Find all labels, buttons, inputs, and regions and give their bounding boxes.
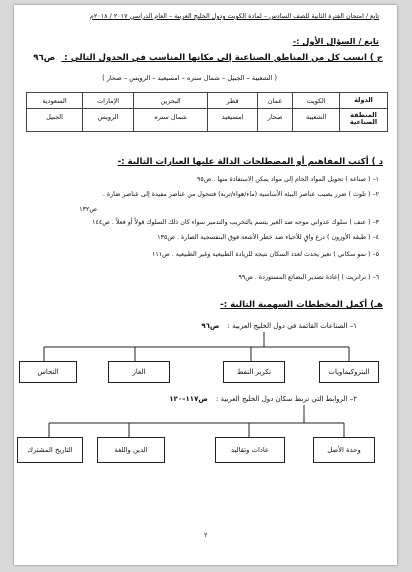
table-row-header: المنطقة الصناعية bbox=[340, 109, 388, 132]
diagram2-box: عادات وتقاليد bbox=[215, 437, 285, 463]
definition-item: ٢– ( تلوث ) ضرر يصيب عناصر البيئة الأساسية (ماء/هواء/تربة) فتتحول من عناصر مفيدة إلى عناصر ضارة . bbox=[102, 191, 379, 198]
page-number: ٢ bbox=[204, 531, 208, 539]
diagram1-box: النحاس bbox=[19, 361, 77, 383]
definition-page-ref: ص١٣٢ bbox=[79, 206, 97, 213]
diagram1-box: تكرير النفط bbox=[223, 361, 285, 383]
definition-item: ٣– ( عنف ) سلوك عدواني موجه ضد الغير يتسم بالتخريب والتدمير سواء كان ذلك السلوك قولاً أو فعلاً . ص١٤٤ bbox=[92, 219, 379, 226]
table-cell: الشعيبة bbox=[293, 109, 340, 132]
exam-header: تابع / امتحان الفترة الثانية للصف السادس – لمادة الكويت ودول الخليج العربية – العام الدراسي ٢٠١٧ / ٢٠١٨م bbox=[89, 12, 379, 20]
arrow-diagrams bbox=[14, 5, 397, 565]
exam-page bbox=[14, 5, 397, 565]
definition-item: ١– ( صناعة ) تحويل المواد الخام إلى مواد يمكن الاستفادة منها . ص٩٥ bbox=[197, 176, 379, 183]
diagram2-page-ref: ص١١٧–١٢٠ bbox=[169, 395, 208, 403]
table-row-header: الدولة bbox=[340, 93, 388, 109]
definition-item: ٥– ( نمو سكاني ) تغير يحدث لعدد السكان نتيجة للزيادة الطبيعية وغير الطبيعية . ص١١١ bbox=[151, 251, 379, 258]
table-cell: صحار bbox=[258, 109, 293, 132]
table-cell: السعودية bbox=[27, 93, 83, 109]
diagram2-title-text: ٢– الروابط التي تربط سكان دول الخليج العربية : bbox=[216, 395, 357, 403]
table-cell: البحرين bbox=[134, 93, 208, 109]
table-cell: الجبيل bbox=[27, 109, 83, 132]
diagram1-box: الغاز bbox=[108, 361, 170, 383]
table-cell: شمال ستره bbox=[134, 109, 208, 132]
section-c-page-ref: ص٩٦ bbox=[33, 53, 56, 63]
table-cell: عمان bbox=[258, 93, 293, 109]
diagram2-box: وحدة الأصل bbox=[313, 437, 375, 463]
table-cell: الكويت bbox=[293, 93, 340, 109]
section-h-title: هـ) أكمل المخططات السهمية التالية :- bbox=[220, 300, 383, 310]
diagram1-page-ref: ص٩٦ bbox=[201, 322, 220, 330]
table-cell: قطر bbox=[208, 93, 258, 109]
question-title: تابع / السؤال الأول :- bbox=[292, 36, 379, 46]
diagram2-box: التاريخ المشترك bbox=[17, 437, 83, 463]
table-cell: امسيعيد bbox=[208, 109, 258, 132]
diagram2-title bbox=[169, 395, 357, 403]
table-cell: الإمارات bbox=[83, 93, 134, 109]
table-cell: الرويس bbox=[83, 109, 134, 132]
definition-item: ٤– ( طبقة الأوزون ) درع واقٍ للأحياء ضد خطر الأشعة فوق البنفسجية الضارة . ص١٣٥ bbox=[157, 234, 379, 241]
diagram1-title-text: ١– الصناعات القائمة في دول الخليج العربية : bbox=[227, 322, 357, 330]
diagram1-box: البتروكيماويات bbox=[319, 361, 379, 383]
section-c-options: ( الشعيبة – الجبيل – شمال ستره – امسيعيد – الرويس – صحار ) bbox=[102, 74, 277, 82]
section-c-text: ج ) انسب كل من المناطق الصناعية إلى مكانها المناسب في الجدول التالي : bbox=[64, 53, 383, 63]
diagram2-box: الدين واللغة bbox=[97, 437, 165, 463]
definition-item: ٦– ( ترانزيت ) إعادة تصدير البضائع المستوردة . ص٩٩ bbox=[238, 274, 379, 281]
section-d-title: د ) أكتب المفاهيم أو المصطلحات الدالة عليها العبارات التالية :- bbox=[117, 157, 383, 167]
